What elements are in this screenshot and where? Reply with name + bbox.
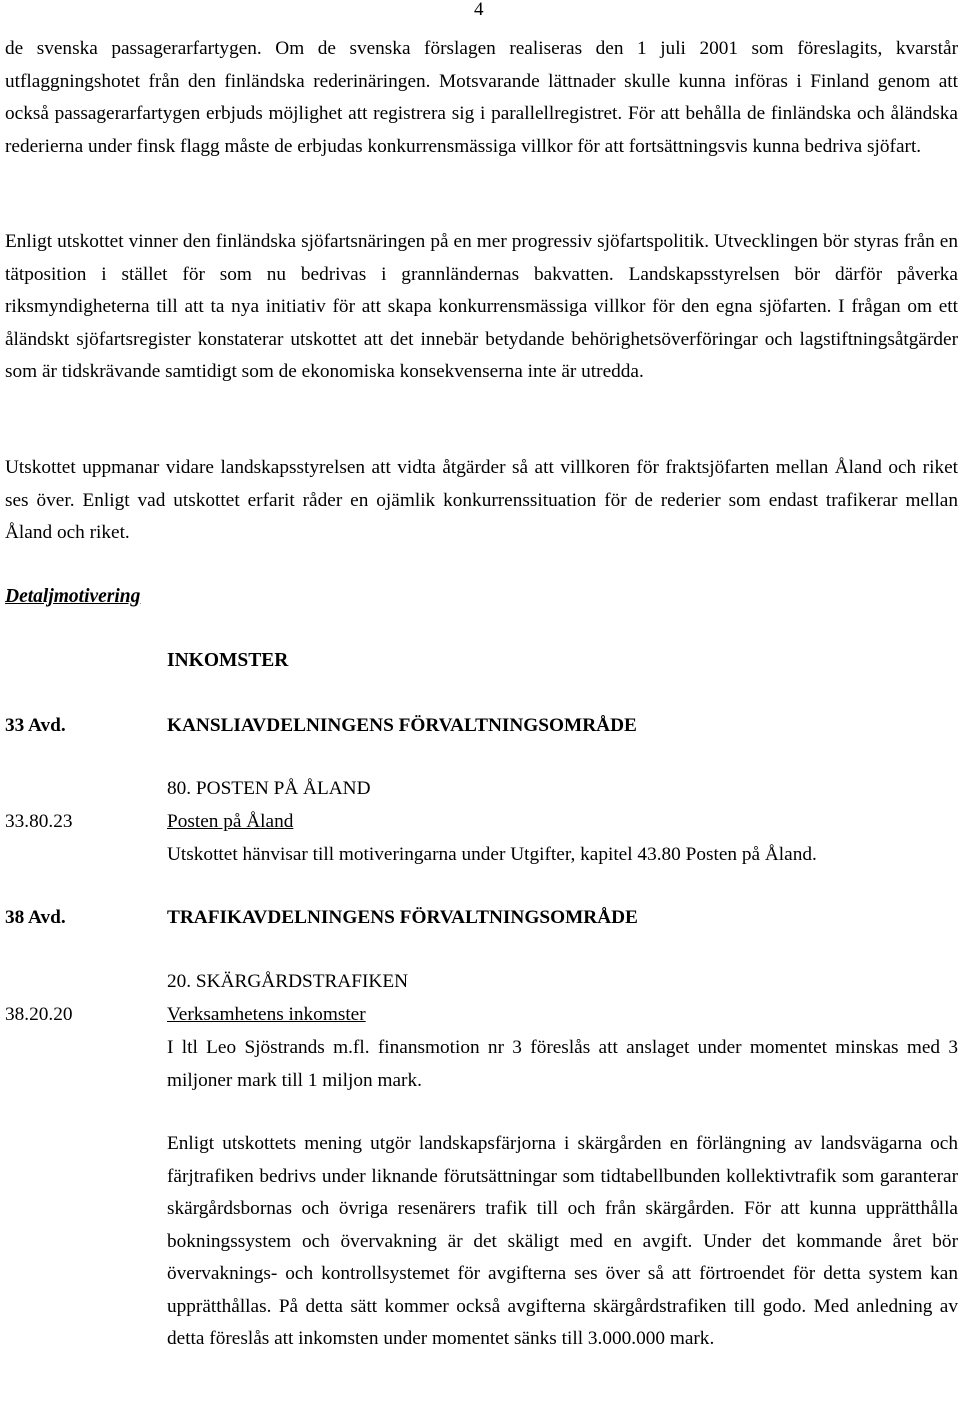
body-paragraph-3: Utskottet uppmanar vidare landskapsstyrelsen att vidta åtgärder så att villkoren för fraktsjöfarten mellan Åland och riket ses över. Enligt vad utskottet erfarit råder en ojämlik konkurrenssituation för de rederier som endast trafikerar mellan Åland och riket. xyxy=(5,457,958,543)
moment-number-38-20-20: 38.20.20 xyxy=(5,1004,73,1025)
committee-opinion-paragraph: Enligt utskottets mening utgör landskapsfärjorna i skärgården en förlängning av landsvägarna och färjtrafiken bedrivs under liknande förutsättningar som tidtabellbunden kollektivtrafik som garanterar skärgårdsbornas och övriga resenärers trafik till och från skärgården. För att kunna upprätthålla bokningssystem och övervakning är det skäligt med en avgift. Under det kommande året bör övervaknings- och kontrollsystemet för avgifterna ses över så att förtroendet för detta system kan upprätthållas. På detta sätt kommer också avgifterna skärgårdstrafiken till godo. Med anledning av detta föreslås att inkomsten under momentet sänks till 3.000.000 mark. xyxy=(167,1133,958,1349)
section-title-33: KANSLIAVDELNINGENS FÖRVALTNINGSOMRÅDE xyxy=(167,715,637,736)
chapter-title-80: 80. POSTEN PÅ ÅLAND xyxy=(167,778,371,799)
moment-number-33-80-23: 33.80.23 xyxy=(5,811,73,832)
section-number-38: 38 Avd. xyxy=(5,907,66,928)
section-title-38: TRAFIKAVDELNINGENS FÖRVALTNINGSOMRÅDE xyxy=(167,907,638,928)
chapter-title-20: 20. SKÄRGÅRDSTRAFIKEN xyxy=(167,971,409,992)
section-number-33: 33 Avd. xyxy=(5,715,66,736)
inkomster-heading: INKOMSTER xyxy=(167,650,289,671)
body-paragraph-2: Enligt utskottet vinner den finländska sjöfartsnäringen på en mer progressiv sjöfartspolitik. Utvecklingen bör styras från en tätposition i stället för som nu bedrivas i grannländernas bakvatten. Landskapsstyrelsen bör därför påverka riksmyndigheterna till att ta nya initiativ för att skapa konkurrensmässiga villkor för den egna sjöfarten. I frågan om ett åländskt sjöfartsregister konstaterar utskottet att det innebär betydande behörighetsöverföringar och lagstiftningsåtgärder som är tidskrävande samtidigt som de ekonomiska konsekvenserna inte är utredda. xyxy=(5,231,958,382)
moment-title-33-80-23: Posten på Åland xyxy=(167,811,294,832)
body-paragraph-1: de svenska passagerarfartygen. Om de svenska förslagen realiseras den 1 juli 2001 som föreslagits, kvarstår utflaggningshotet från den finländska rederinäringen. Motsvarande lättnader skulle kunna införas i Finland genom att också passagerarfartygen erbjuds möjlighet att registrera sig i parallellregistret. För att behålla de finländska och åländska rederierna under finsk flagg måste de erbjudas konkurrensmässiga villkor för att fortsättningsvis kunna bedriva sjöfart. xyxy=(5,38,958,157)
page-number: 4 xyxy=(474,0,484,20)
moment-text-33-80-23: Utskottet hänvisar till motiveringarna under Utgifter, kapitel 43.80 Posten på Åland. xyxy=(167,844,817,865)
motion-paragraph: I ltl Leo Sjöstrands m.fl. finansmotion nr 3 föreslås att anslaget under momentet minskas med 3 miljoner mark till 1 miljon mark. xyxy=(167,1037,958,1091)
moment-title-38-20-20: Verksamhetens inkomster xyxy=(167,1004,366,1025)
detaljmotivering-heading: Detaljmotivering xyxy=(5,586,141,607)
